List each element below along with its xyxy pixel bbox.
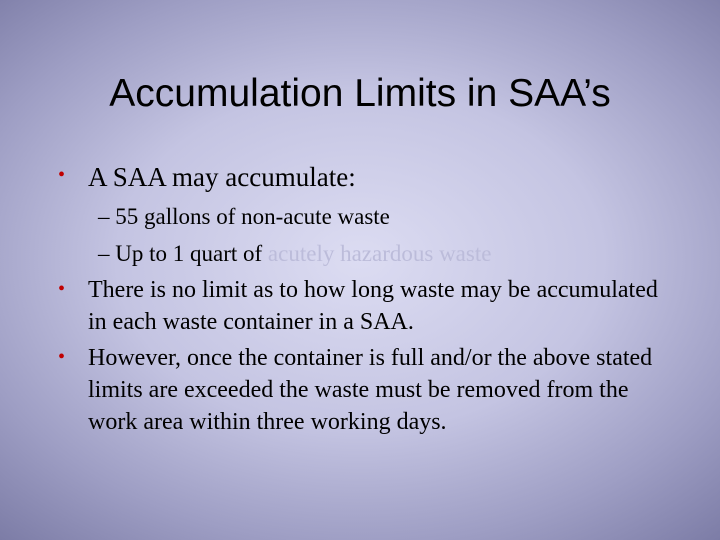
bullet-text: A SAA may accumulate: [88,162,356,192]
sub-item-text: Up to 1 quart of [115,241,268,266]
dash-marker: – [98,204,110,229]
bullet-marker: • [58,346,66,368]
sub-item-faint-text: acutely hazardous waste [267,241,492,266]
slide-title: Accumulation Limits in SAA’s [109,72,611,115]
sub-item [98,201,390,233]
bullet-marker: • [58,278,66,300]
sub-item [98,238,491,270]
bullet-marker: • [58,164,66,186]
bullet-text: There is no limit as to how long waste may be accumulated in each waste container in a SAA. [88,277,658,335]
bullet-text: However, once the container is full and/or the above stated limits are exceeded the waste must be removed from the work area within three working days. [88,345,653,435]
sub-item-text: 55 gallons of non-acute waste [115,204,390,229]
dash-marker: – [98,241,110,266]
